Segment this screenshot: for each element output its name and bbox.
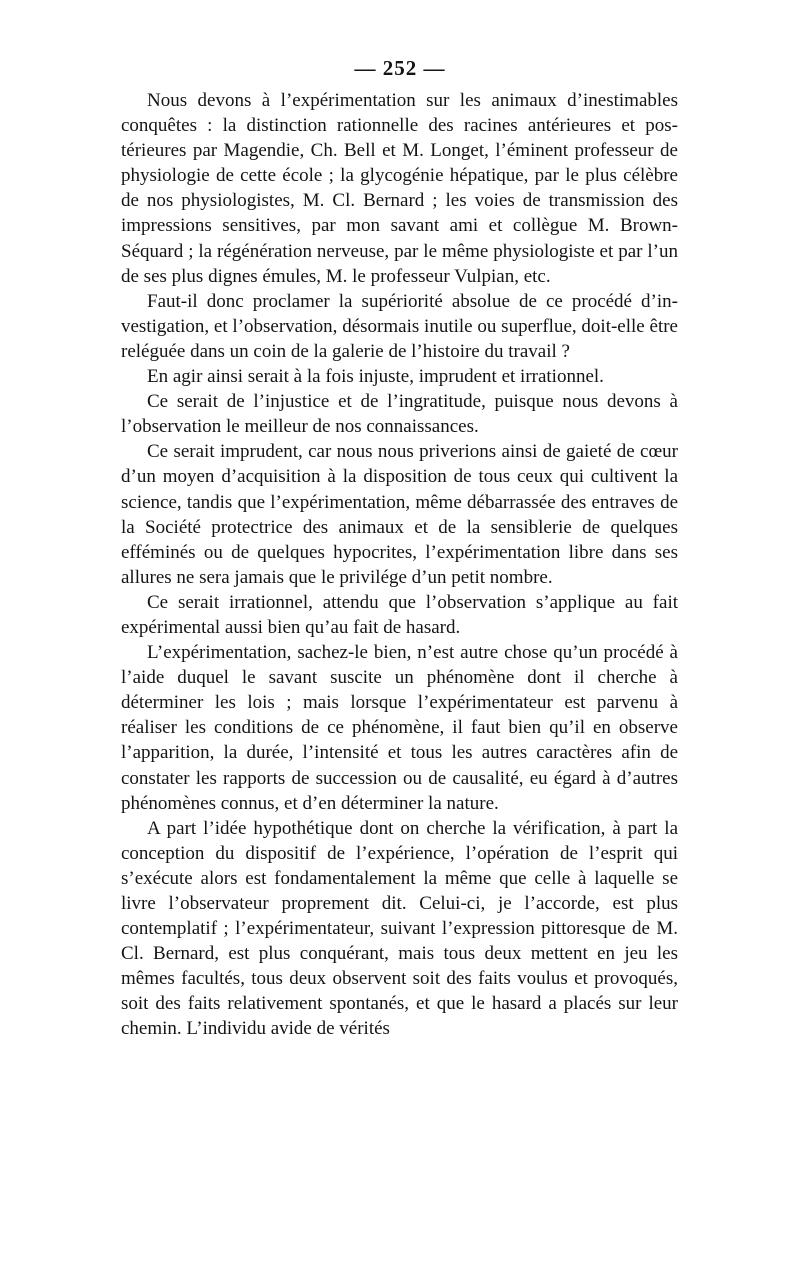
paragraph: Ce serait imprudent, car nous nous priverions ainsi de gaieté de cœur d’un moyen d’acquisition à la disposition de tous ceux qui cultivent la science, tandis que l’expérimentation, même débarrassée des entraves de la Société protectrice des animaux et de la sensiblerie de quelques efféminés ou de quelques hypocrites, l’expérimentation libre dans ses allures ne sera jamais que le privilége d’un petit nombre. xyxy=(121,441,678,588)
paragraph: Faut-il donc proclamer la supériorité absolue de ce procédé d’investigation, et l’observation, désormais inutile ou superflue, doit-elle être reléguée dans un coin de la galerie de l’histoire du travail ? xyxy=(121,290,678,362)
paragraph: Nous devons à l’expérimentation sur les animaux d’inestimables conquêtes : la distinction rationnelle des racines antérieures et postérieures par Magendie, Ch. Bell et M. Longet, l’éminent professeur de physiologie de cette école ; la glycogénie hépatique, par le plus célèbre de nos physiologistes, M. Cl. Bernard ; les voies de transmission des impressions sensitives, par mon savant ami et collègue M. Brown-Séquard ; la régénération nerveuse, par le même physiologiste et par l’un de ses plus dignes émules, M. le professeur Vulpian, etc. xyxy=(121,90,678,287)
paragraph: Ce serait irrationnel, attendu que l’observation s’applique au fait expérimental aussi bien qu’au fait de hasard. xyxy=(121,591,678,638)
body-text xyxy=(121,88,678,1042)
paragraph: Ce serait de l’injustice et de l’ingratitude, puisque nous devons à l’observation le meilleur de nos connaissances. xyxy=(121,391,678,438)
paragraph: En agir ainsi serait à la fois injuste, imprudent et irrationnel. xyxy=(147,366,604,388)
paragraph: A part l’idée hypothétique dont on cherche la vérification, à part la conception du dispositif de l’expérience, l’opération de l’esprit qui s’exécute alors est fondamentalement la même que celle à laquelle se livre l’observateur proprement dit. Celui-ci, je l’accorde, est plus contemplatif ; l’expérimentateur, suivant l’expression pittoresque de M. Cl. Bernard, est plus conquérant, mais tous deux mettent en jeu les mêmes facultés, tous deux observent soit des faits voulus et provoqués, soit des faits relativement spontanés, et que le hasard a placés sur leur chemin. L’individu avide de vérités xyxy=(121,817,678,1040)
page-number: — 252 — xyxy=(354,56,446,80)
paragraph: L’expérimentation, sachez-le bien, n’est autre chose qu’un procédé à l’aide duquel le savant suscite un phénomène dont il cherche à déterminer les lois ; mais lorsque l’expérimentateur est parvenu à réaliser les conditions de ce phénomène, il faut bien qu’il en observe l’apparition, la durée, l’intensité et tous les autres caractères afin de constater les rapports de succession ou de causalité, eu égard à d’autres phénomènes connus, et d’en déterminer la nature. xyxy=(121,642,678,814)
